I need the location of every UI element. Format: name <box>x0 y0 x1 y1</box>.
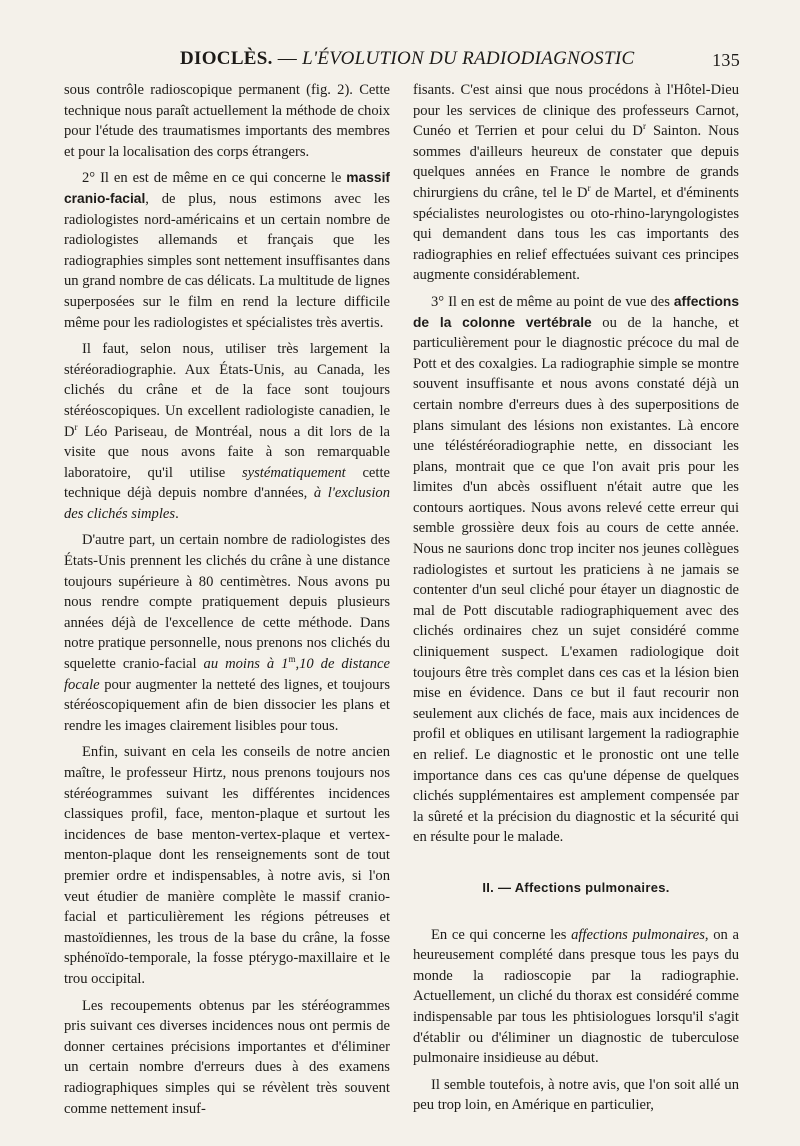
paragraph <box>413 925 739 1069</box>
paragraph <box>64 530 390 736</box>
paragraph <box>413 292 739 848</box>
left-column <box>64 80 390 1119</box>
italic-term: affections pulmonaires <box>571 926 705 943</box>
paragraph: sous contrôle radioscopique permanent (fig. 2). Cette technique nous paraît actuellement la méthode de choix pour l'étude des traumatismes importants des membres et pour la localisation des corps étrangers. <box>64 82 390 160</box>
superscript: r <box>587 183 591 194</box>
text-run: 2° Il en est de même en ce qui concerne le <box>82 170 347 187</box>
paragraph: Les recoupements obtenus par les stéréogrammes pris suivant ces diverses incidences nous ont permis de donner certaines précisions importantes et d'éliminer un certain nombre d'erreurs dues à des examens radiographiques simples qui se révèlent très souvent comme nettement insuf- <box>64 997 390 1117</box>
italic-term: au moins à 1 <box>203 656 289 673</box>
text-run: , de plus, nous estimons avec les radiologistes nord-américains et un certain nombre de radiologistes allemands et français que les radiographies simples sont nettement insuffisantes dans un grand nombre de cas délicats. La multitude de lignes superposées sur le film en rend la lecture difficile même pour les radiologistes et spécialistes très avertis. <box>64 190 390 331</box>
paragraph <box>64 339 390 524</box>
text-run: , on a heureusement complété dans presque tous les pays du monde la radioscopie par la radiographie. Actuellement, un cliché du thorax est considéré comme indispensable par tous les phtisiologues lorsqu'il s'agit d'établir ou d'éliminer un diagnostic de tuberculose pulmonaire insidieuse au début. <box>413 926 739 1067</box>
page-number: 135 <box>712 50 740 70</box>
paragraph: Il semble toutefois, à notre avis, que l'on soit allé un peu trop loin, en Amérique en particulier, <box>413 1076 739 1114</box>
paragraph <box>64 168 390 333</box>
italic-term: à l'exclusion des clichés simples <box>64 485 390 522</box>
text-run: cette technique déjà depuis nombre d'années, <box>64 464 390 502</box>
header-dash: — <box>272 48 303 69</box>
bold-term: massif cranio-facial <box>64 170 390 206</box>
running-title <box>180 48 634 70</box>
italic-term: ,10 de distance focale <box>64 656 391 693</box>
superscript: m <box>288 654 296 665</box>
text-run: 3° Il en est de même au point de vue des <box>431 293 674 310</box>
paragraph <box>413 80 739 286</box>
text-run: Il faut, selon nous, utiliser très largement la stéréoradiographie. Aux États-Unis, au Canada, les clichés du crâne et de la face sont toujours stéréoscopiques. Un excellent radiologiste canadien, le D <box>64 341 390 440</box>
section-heading: II. — Affections pulmonaires. <box>482 879 670 895</box>
text-run: . <box>175 505 179 522</box>
header-author: DIOCLÈS. <box>180 48 273 69</box>
header-title: L'ÉVOLUTION DU RADIODIAGNOSTIC <box>302 48 635 69</box>
text-run: Sainton. Nous sommes d'ailleurs heureux de constater que depuis quelques années en France le nombre de grands chirurgiens du crâne, tel le D <box>413 123 739 201</box>
paragraph: Enfin, suivant en cela les conseils de notre ancien maître, le professeur Hirtz, nous prenons toujours nos stéréogrammes suivant les différentes incidences classiques profil, face, menton-plaque et surtout les incidences de base menton-vertex-plaque et vertex-menton-plaque dont les renseignements sont de tout premier ordre et indispensables, à notre avis, si l'on veut étudier de manière complète le massif cranio-facial et particulièrement les régions pétreuses et mastoïdiennes, les trous de la base du crâne, la fosse sphénoïdo-temporale, la fosse ptérygo-maxillaire et le trou occipital. <box>64 744 390 987</box>
right-column <box>413 80 739 1116</box>
text-run: pour augmenter la netteté des lignes, et toujours stéréoscopiquement afin de bien dissocier les plans et rendre les images clairement lisibles pour tous. <box>64 676 390 734</box>
italic-term: systématiquement <box>241 464 346 481</box>
text-run: fisants. C'est ainsi que nous procédons à l'Hôtel-Dieu pour les services de clinique des professeurs Carnot, Cunéo et Terrien et pour celui du D <box>413 82 739 140</box>
text-run: de Martel, et d'éminents spécialistes neurologistes ou oto-rhino-laryngologistes qui demandent dans tous les cas importants des radiographies en relief effectuées suivant ces principes augmente considérablement. <box>413 184 739 284</box>
superscript: r <box>642 121 646 132</box>
text-run: D'autre part, un certain nombre de radiologistes des États-Unis prennent les clichés du crâne à une distance toujours supérieure à 80 centimètres. Nous avons pu nous rendre compte pratiquement depuis plusieurs années déjà de l'excellence de cette méthode. Dans notre pratique personnelle, nous prenons nos clichés du squelette cranio-facial <box>64 532 390 673</box>
text-run: ou de la hanche, et particulièrement pour le diagnostic précoce du mal de Pott et des coxalgies. La radiographie simple se montre souvent insuffisante et nous avons constaté déjà un certain nombre d'erreurs dues à des superpositions de plans simulant des lésions non existantes. Là encore une téléstéréoradiographie nette, en dissociant les plans, montrait que ce que l'on avait pris pour les limites d'un abcès ossifluent n'était autre que les contours aortiques. Nous avons relevé cette erreur qui semble grossière deux fois au cours de cette année. Nous ne saurions donc trop inciter nos jeunes collègues radiologistes et surtout les praticiens à ne jamais se contenter d'un seul cliché pour étayer un diagnostic de mal de Pott discutable radiographiquement avec des clichés ordinaires chez un sujet considéré comme cliniquement suspect. L'examen radiologique doit toujours être très complet dans ces cas et la lésion bien mise en évidence. Dans ce but il faut recourir non seulement aux clichés de face, mais aux incidences de profil et obliques en utilisant largement la radiographie en relief. Le diagnostic et le pronostic ont une telle importance dans ces cas qu'une dépense de quelques clichés supplémentaires est amplement compensée par la sûreté et la précision du diagnostic et la sécurité qui en résulte pour le malade. <box>413 314 739 846</box>
text-run: Léo Pariseau, de Montréal, nous a dit lors de la visite que nous avons faite à son remarquable laboratoire, qu'il utilise <box>64 423 390 481</box>
text-run: En ce qui concerne les <box>431 926 572 943</box>
superscript: r <box>74 421 78 432</box>
bold-term: affections de la colonne vertébrale <box>413 293 739 330</box>
